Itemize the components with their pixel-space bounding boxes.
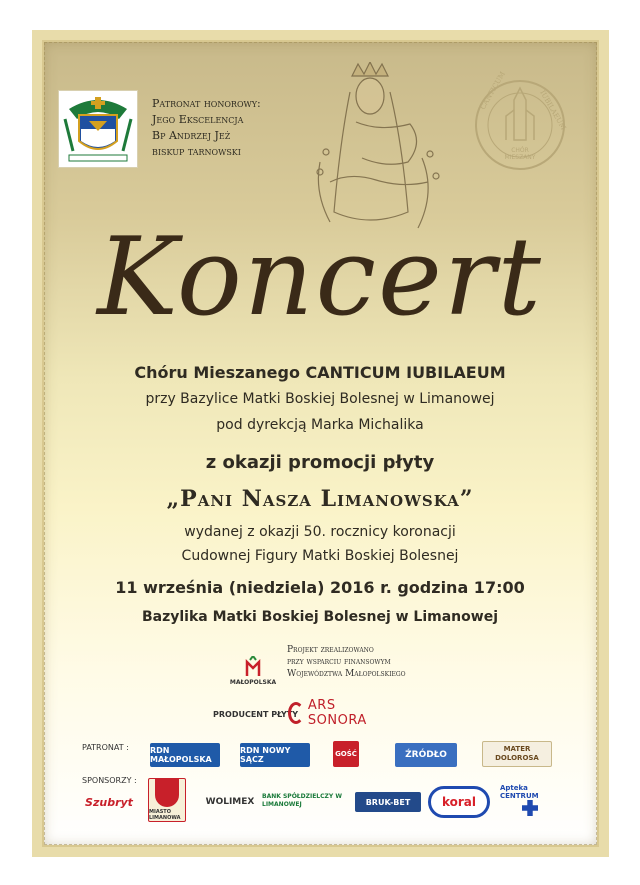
patronat-line-4: biskup tarnowski — [152, 145, 241, 158]
patronat-line-3: Bp Andrzej Jeż — [152, 129, 231, 142]
album-title: „Pani Nasza Limanowska” — [166, 486, 474, 512]
city-shield-icon — [155, 779, 179, 807]
sponsor-logo-koral: koral — [428, 786, 490, 818]
producent-label: PRODUCENT PŁYTY — [213, 710, 299, 719]
sponsor-logo-miasto-limanowa — [148, 778, 186, 822]
funding-line-1: Projekt zrealizowano — [287, 645, 374, 655]
sponsor-logo-szubryt: Szubryt — [85, 795, 133, 809]
svg-text:MIESZANY: MIESZANY — [504, 154, 536, 161]
patron-logo-gosc: GOŚĆ — [333, 741, 359, 767]
sponsor-logo-bruk-bet: BRUK-BET — [355, 792, 421, 812]
ars-sonora-name: ARS SONORA — [307, 698, 367, 728]
svg-text:IUBILAEUM: IUBILAEUM — [538, 89, 568, 132]
occasion-line: z okazji promocji płyty — [205, 452, 435, 473]
patron-logo-rdn-nowy-sacz: RDN NOWY SĄCZ — [240, 743, 310, 767]
patron-logo-mater-dolorosa: MATER DOLOROSA — [482, 741, 552, 767]
funding-line-2: przy wsparciu finansowym — [287, 657, 391, 667]
bishop-coat-of-arms — [58, 90, 138, 168]
ars-sonora-mark-icon — [288, 702, 304, 724]
figure-line: Cudownej Figury Matki Boskiej Bolesnej — [181, 548, 459, 564]
funding-note — [287, 644, 487, 680]
sponsor-apteka-label: Apteka CENTRUM — [500, 784, 539, 800]
svg-text:CHÓR: CHÓR — [511, 147, 529, 154]
patron-logo-zrodlo: ŹRÓDŁO — [395, 743, 457, 767]
director-line: pod dyrekcją Marka Michalika — [216, 417, 424, 433]
patronat-line-2: Jego Ekscelencja — [152, 113, 244, 126]
malopolska-logo — [228, 644, 278, 686]
malopolska-mark-icon — [245, 656, 261, 676]
funding-line-3: Województwa Małopolskiego — [287, 669, 406, 679]
sponsors-label: SPONSORZY : — [82, 776, 137, 785]
svg-text:CANTICUM: CANTICUM — [478, 70, 507, 111]
basilica-line: przy Bazylice Matki Boskiej Bolesnej w Limanowej — [145, 391, 495, 407]
choir-name: Chóru Mieszanego CANTICUM IUBILAEUM — [134, 363, 506, 382]
sponsor-logo-bank-spoldzielczy: BANK SPÓŁDZIELCZY W LIMANOWEJ — [262, 793, 342, 808]
venue: Bazylika Matki Boskiej Bolesnej w Limanowej — [141, 609, 498, 625]
sponsor-logo-apteka-centrum — [500, 784, 560, 816]
patrons-label: PATRONAT : — [82, 743, 129, 752]
pharmacy-cross-icon — [522, 800, 538, 816]
sponsor-logo-wolimex: WOLIMEX — [205, 797, 255, 807]
sponsor-miasto-label: MIASTO LIMANOWA — [149, 809, 181, 821]
ars-sonora-logo — [288, 700, 398, 726]
malopolska-logo-label: MAŁOPOLSKA — [229, 679, 277, 686]
published-line: wydanej z okazji 50. rocznicy koronacji — [184, 524, 456, 540]
patron-logo-rdn-malopolska: RDN MAŁOPOLSKA — [150, 743, 220, 767]
date-time: 11 września (niedziela) 2016 r. godzina 17:00 — [115, 578, 525, 597]
poster-title: Koncert — [97, 215, 543, 340]
choir-seal-logo — [470, 70, 570, 184]
patronat-line-1: Patronat honorowy: — [152, 97, 261, 110]
